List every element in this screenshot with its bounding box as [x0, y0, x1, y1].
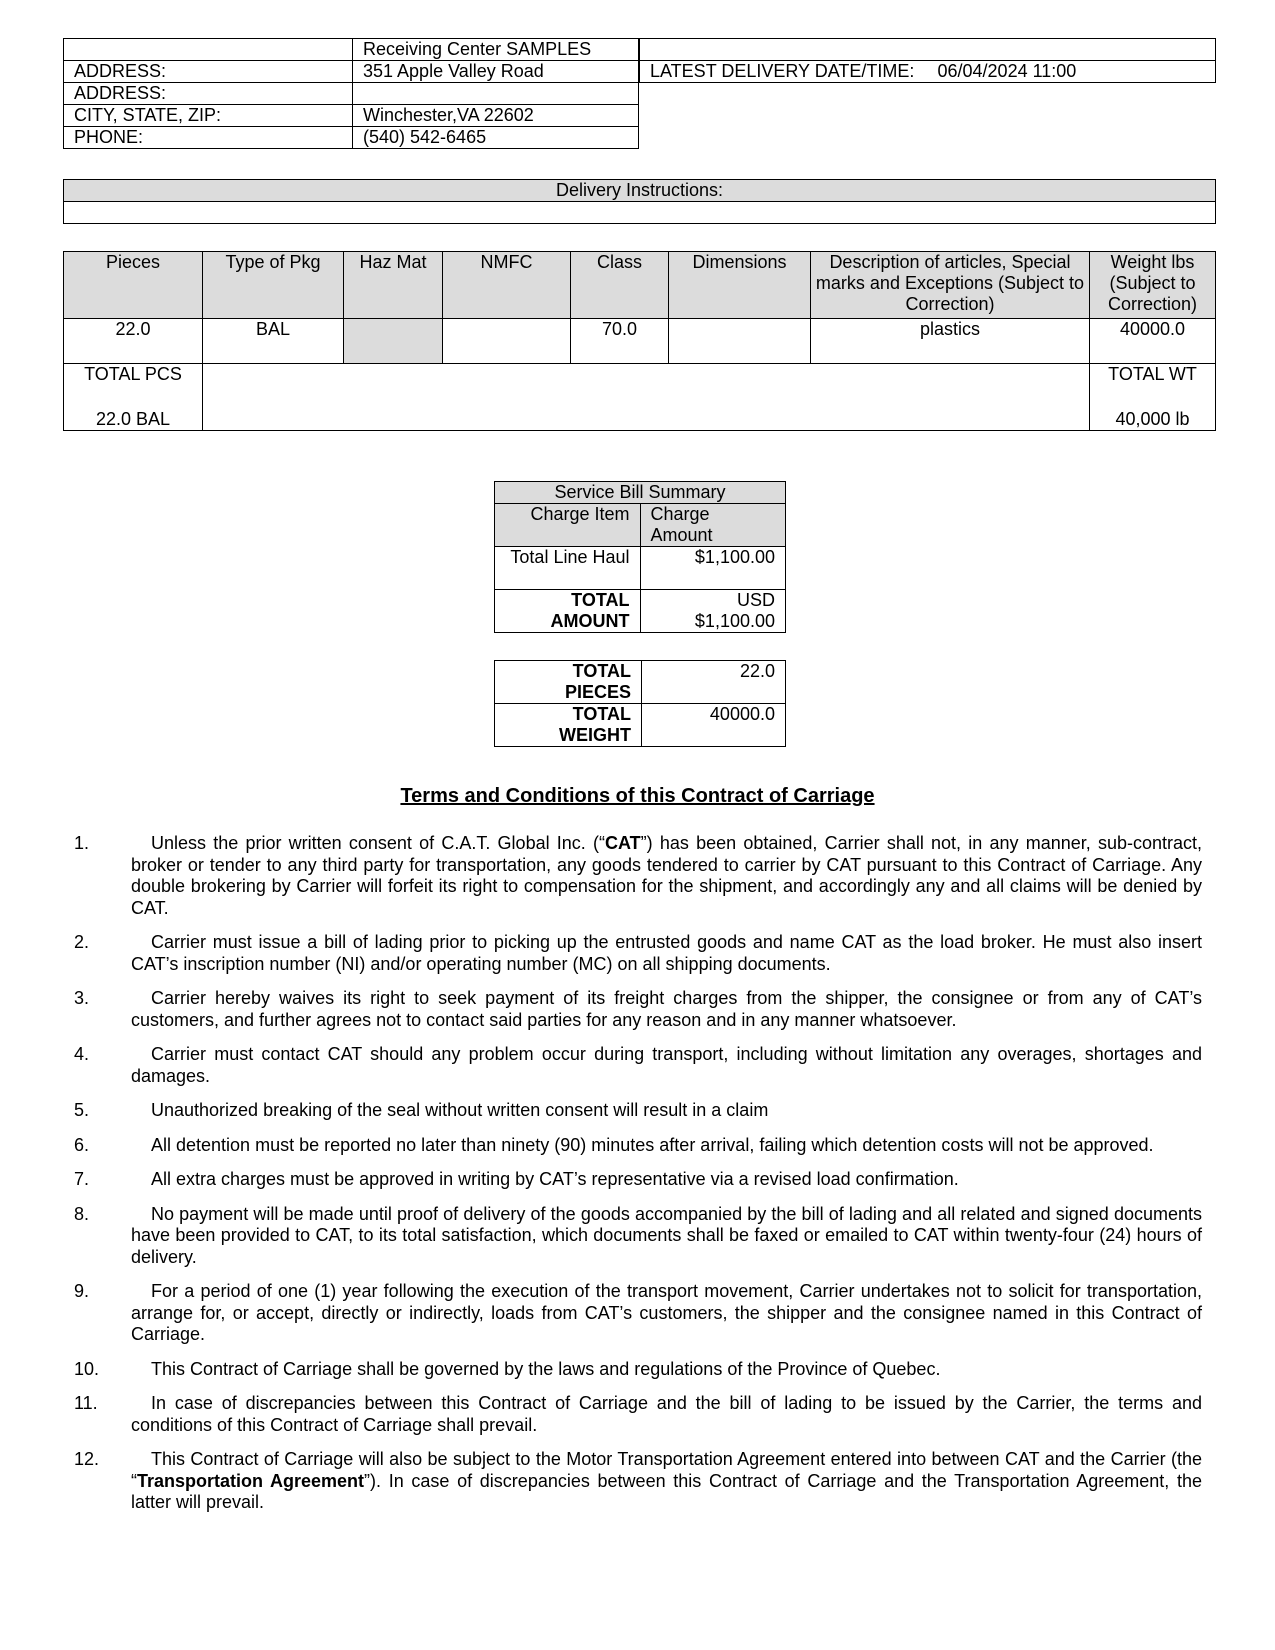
header-weight: Weight lbs (Subject to Correction) [1090, 252, 1216, 319]
terms-item-text-pre: This Contract of Carriage shall be governed by the laws and regulations of the Province of Quebec. [151, 1358, 941, 1379]
total-wt-cell [1090, 364, 1216, 431]
terms-item-text-bold: CAT [605, 833, 641, 853]
phone-label: PHONE: [64, 127, 353, 149]
address2-value [353, 83, 639, 105]
terms-item-text-pre: Carrier hereby waives its right to seek payment of its freight charges from the shipper, the consignee or from any of CAT’s customers, and further agrees not to contact said parties for any reason and in any manner whatsoever. [131, 988, 1202, 1030]
row-type: BAL [203, 319, 344, 364]
delivery-blank-cell [640, 39, 1216, 61]
terms-item-number: 9. [74, 1281, 90, 1301]
totals-spacer [203, 364, 1090, 431]
terms-item-text [131, 988, 1202, 1031]
address-label: ADDRESS: [64, 61, 353, 83]
terms-item [74, 1169, 1202, 1191]
total-pcs-cell [64, 364, 203, 431]
consignee-name: Receiving Center SAMPLES [353, 39, 639, 61]
row-class: 70.0 [571, 319, 669, 364]
terms-item-text [131, 1281, 1202, 1346]
total-weight-label: TOTAL WEIGHT [495, 704, 642, 747]
terms-item-number: 4. [74, 1044, 90, 1064]
terms-item-text-pre: Carrier must contact CAT should any problem occur during transport, including without limitation any overages, shortages and damages. [131, 1044, 1202, 1086]
address-value: 351 Apple Valley Road [353, 61, 639, 83]
terms-item-text [131, 932, 1202, 975]
consignee-table [63, 38, 639, 149]
summary-title: Service Bill Summary [495, 482, 786, 504]
service-bill-summary [494, 481, 786, 633]
header-nmfc: NMFC [443, 252, 571, 319]
delivery-table [639, 38, 1216, 83]
terms-item-text-pre: This Contract of Carriage will also be subject to the Motor Transportation Agreement entered into between CAT and the Carrier (the “ [131, 1449, 1202, 1491]
header-class: Class [571, 252, 669, 319]
header-haz-mat: Haz Mat [344, 252, 443, 319]
total-amount-value: $1,100.00 [694, 611, 775, 631]
terms-item [74, 1044, 1202, 1087]
total-pieces-label: TOTAL PIECES [495, 661, 642, 704]
items-table [63, 251, 1216, 431]
terms-item-text-pre: All extra charges must be approved in writing by CAT’s representative via a revised load confirmation. [151, 1169, 959, 1189]
phone-value: (540) 542-6465 [353, 127, 639, 149]
total-pcs-value: 22.0 BAL [95, 409, 171, 429]
row-pieces: 22.0 [64, 319, 203, 364]
terms-item [74, 1449, 1202, 1514]
row-weight: 40000.0 [1090, 319, 1216, 364]
terms-item-number: 2. [74, 932, 90, 952]
terms-title: Terms and Conditions of this Contract of Carriage [400, 785, 875, 807]
terms-item-number: 1. [74, 833, 90, 853]
total-amount-currency: USD [736, 590, 775, 610]
line-haul-label: Total Line Haul [495, 547, 641, 590]
terms-item-text-pre: Unless the prior written consent of C.A.T. Global Inc. (“ [151, 833, 605, 853]
table-row [64, 319, 1216, 364]
terms-list [74, 833, 1202, 1527]
terms-item-text-pre: Unauthorized breaking of the seal without written consent will result in a claim [151, 1100, 769, 1120]
terms-item-number: 11. [74, 1393, 98, 1413]
terms-item-text-pre: No payment will be made until proof of delivery of the goods accompanied by the bill of lading and all related and signed documents have been provided to CAT, to its total satisfaction, which documents shall be faxed or emailed to CAT within twenty-four (24) hours of delivery. [131, 1203, 1202, 1267]
row-haz-mat [344, 319, 443, 364]
terms-item-text [131, 1449, 1202, 1514]
total-amount-cell [640, 590, 786, 633]
terms-item-number: 12. [74, 1449, 100, 1469]
terms-item-text-post: ”). In case of discrepancies between this Contract of Carriage and the Transportation Agreement, the latter will prevail. [131, 1470, 1202, 1512]
terms-item [74, 1135, 1202, 1157]
terms-item [74, 1393, 1202, 1436]
terms-item-text [131, 1135, 1202, 1157]
total-weight-value: 40000.0 [642, 704, 786, 747]
total-wt-label: TOTAL WT [1108, 364, 1197, 384]
terms-item-text-pre: Carrier must issue a bill of lading prior to picking up the entrusted goods and name CAT as the load broker. He must also insert CAT’s inscription number (NI) and/or operating number (MC) on all shipping documents. [131, 932, 1202, 974]
address2-label: ADDRESS: [64, 83, 353, 105]
header-type-of-pkg: Type of Pkg [203, 252, 344, 319]
terms-item-text-pre: For a period of one (1) year following the execution of the transport movement, Carrier undertakes not to solicit for transportation, arrange for, or accept, directly or indirectly, loads from CAT’s customers, the shipper and the consignee named in this Contract of Carriage. [131, 1281, 1202, 1344]
summary-col-item: Charge Item [495, 504, 641, 547]
terms-item-number: 3. [74, 988, 90, 1008]
terms-item-number: 8. [74, 1203, 90, 1224]
header-description: Description of articles, Special marks and Exceptions (Subject to Correction) [811, 252, 1090, 319]
terms-item-text [131, 1393, 1202, 1436]
total-pcs-label: TOTAL PCS [84, 364, 182, 384]
total-amount-label: TOTAL AMOUNT [495, 590, 641, 633]
terms-item-text-pre: All detention must be reported no later than ninety (90) minutes after arrival, failing which detention costs will not be approved. [151, 1134, 1154, 1155]
row-description: plastics [811, 319, 1090, 364]
header-dimensions: Dimensions [669, 252, 811, 319]
terms-item [74, 932, 1202, 975]
city-label: CITY, STATE, ZIP: [64, 105, 353, 127]
header-pieces: Pieces [64, 252, 203, 319]
delivery-instructions-table [63, 179, 1216, 224]
terms-item-text [131, 833, 1202, 919]
latest-delivery-label: LATEST DELIVERY DATE/TIME: [640, 61, 928, 83]
terms-item-text-bold: Transportation Agreement [137, 1470, 365, 1491]
row-dimensions [669, 319, 811, 364]
delivery-instructions-value [64, 202, 1216, 224]
terms-item-text [131, 1100, 1202, 1122]
terms-item [74, 1359, 1202, 1381]
terms-item-number: 10. [74, 1358, 100, 1379]
total-pieces-value: 22.0 [642, 661, 786, 704]
terms-item-text [131, 1359, 1202, 1381]
row-nmfc [443, 319, 571, 364]
delivery-instructions-label: Delivery Instructions: [64, 180, 1216, 202]
terms-item-text [131, 1169, 1202, 1191]
terms-item [74, 1204, 1202, 1269]
terms-item [74, 833, 1202, 919]
terms-item [74, 988, 1202, 1031]
total-wt-value: 40,000 lb [1115, 409, 1190, 429]
consignee-name-label-cell [64, 39, 353, 61]
terms-item-text [131, 1044, 1202, 1087]
line-haul-amount: $1,100.00 [640, 547, 786, 590]
terms-item [74, 1100, 1202, 1122]
terms-item-number: 5. [74, 1100, 90, 1120]
terms-item-number: 6. [74, 1134, 90, 1155]
terms-item-number: 7. [74, 1169, 90, 1189]
terms-item-text-pre: In case of discrepancies between this Contract of Carriage and the bill of lading to be issued by the Carrier, the terms and conditions of this Contract of Carriage shall prevail. [131, 1393, 1202, 1435]
city-value: Winchester,VA 22602 [353, 105, 639, 127]
totals-summary [494, 660, 786, 747]
terms-item [74, 1281, 1202, 1346]
terms-item-text [131, 1204, 1202, 1269]
latest-delivery-value: 06/04/2024 11:00 [928, 61, 1216, 83]
summary-col-amount: Charge Amount [640, 504, 786, 547]
terms-item-text-post: ”) has been obtained, Carrier shall not, in any manner, sub-contract, broker or tender to any third party for transportation, any goods tendered to carrier by CAT pursuant to this Contract of Carriage. Any double brokering by Carrier will forfeit its right to compensation for the shipment, and accordingly any and all claims will be denied by CAT. [131, 833, 1202, 918]
